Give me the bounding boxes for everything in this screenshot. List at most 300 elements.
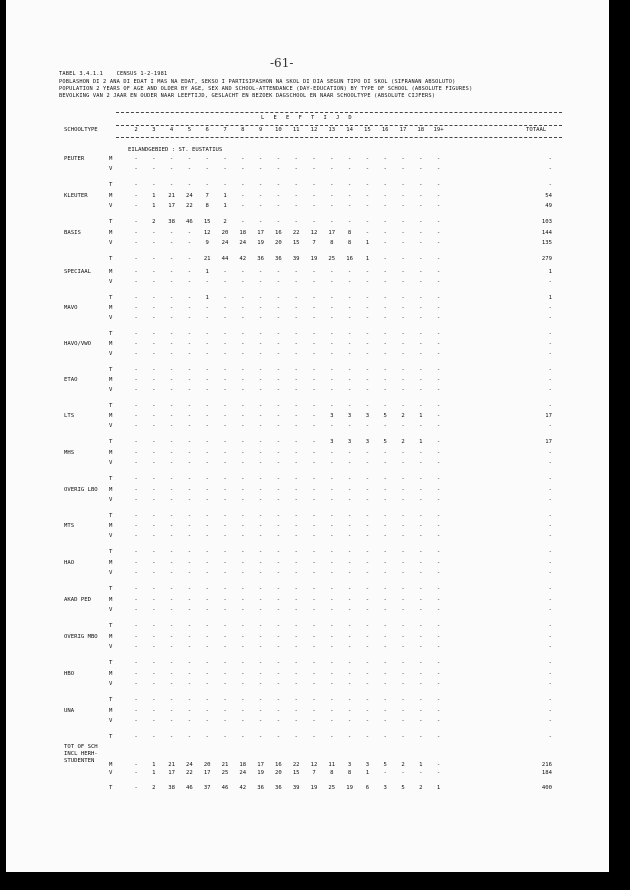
data-cell: 1 — [152, 770, 156, 776]
data-cell: 1 — [205, 269, 209, 275]
empty-cell: - — [436, 606, 441, 613]
empty-cell: - — [134, 770, 138, 776]
empty-cell: - — [152, 623, 156, 629]
sex-label: V — [109, 278, 113, 285]
empty-cell: - — [169, 560, 174, 566]
empty-cell: - — [383, 606, 387, 613]
empty-cell: - — [330, 697, 334, 703]
empty-cell: - — [169, 459, 174, 466]
empty-cell: - — [419, 671, 423, 677]
empty-cell: - — [187, 586, 192, 592]
empty-cell: - — [223, 278, 227, 285]
empty-cell: - — [312, 560, 316, 566]
empty-cell: - — [223, 377, 227, 383]
header-rule-middle — [116, 125, 562, 126]
empty-cell: - — [383, 202, 387, 209]
empty-cell: - — [419, 560, 423, 566]
empty-cell: - — [401, 560, 405, 566]
empty-cell: - — [241, 350, 245, 357]
sex-label: T — [109, 785, 113, 791]
empty-cell: - — [187, 269, 192, 275]
empty-cell: - — [152, 717, 156, 724]
empty-cell: - — [365, 341, 370, 347]
empty-cell: - — [383, 770, 387, 776]
empty-cell: - — [419, 643, 423, 650]
empty-cell: - — [187, 314, 192, 321]
section-label: HAVO/VWO — [64, 341, 91, 347]
empty-cell: - — [223, 331, 227, 337]
empty-cell: - — [294, 269, 298, 275]
empty-cell: - — [134, 269, 138, 275]
data-cell: 1 — [365, 256, 370, 262]
empty-cell: - — [401, 569, 405, 576]
data-cell: 20 — [275, 239, 282, 246]
sex-label: V — [109, 422, 113, 429]
empty-cell: - — [419, 532, 423, 539]
empty-cell: - — [365, 386, 370, 393]
data-cell: 21 — [168, 762, 175, 768]
empty-cell: - — [169, 377, 174, 383]
empty-cell: - — [312, 413, 316, 419]
empty-cell: - — [436, 560, 441, 566]
column-header: 2 — [134, 127, 138, 133]
empty-cell: - — [436, 671, 441, 677]
empty-cell: - — [258, 367, 263, 373]
empty-cell: - — [241, 377, 245, 383]
empty-cell: - — [347, 377, 352, 383]
empty-cell: - — [419, 350, 423, 357]
empty-cell: - — [436, 193, 441, 199]
empty-cell: - — [312, 278, 316, 285]
empty-cell: - — [205, 487, 209, 493]
header-rule-bottom — [116, 137, 562, 138]
empty-cell: - — [187, 377, 192, 383]
empty-cell: - — [347, 193, 352, 199]
empty-cell: - — [241, 660, 245, 666]
empty-cell: - — [241, 606, 245, 613]
row-total-empty: - — [548, 367, 552, 373]
empty-cell: - — [187, 680, 192, 687]
row-total-empty: - — [548, 708, 552, 714]
empty-cell: - — [276, 597, 281, 603]
empty-cell: - — [241, 403, 245, 409]
empty-cell: - — [205, 350, 209, 357]
empty-cell: - — [276, 182, 281, 188]
empty-cell: - — [365, 193, 370, 199]
data-cell: 42 — [239, 785, 247, 791]
empty-cell: - — [241, 182, 245, 188]
empty-cell: - — [383, 634, 387, 640]
empty-cell: - — [436, 762, 441, 768]
empty-cell: - — [294, 532, 298, 539]
empty-cell: - — [312, 623, 316, 629]
empty-cell: - — [223, 560, 227, 566]
empty-cell: - — [365, 549, 370, 555]
empty-cell: - — [169, 305, 174, 311]
empty-cell: - — [205, 680, 209, 687]
empty-cell: - — [134, 487, 138, 493]
empty-cell: - — [312, 403, 316, 409]
empty-cell: - — [134, 450, 138, 456]
empty-cell: - — [205, 569, 209, 576]
data-cell: 3 — [330, 439, 334, 445]
empty-cell: - — [401, 278, 405, 285]
empty-cell: - — [152, 597, 156, 603]
empty-cell: - — [419, 269, 423, 275]
row-total: 17 — [545, 413, 552, 419]
empty-cell: - — [330, 193, 334, 199]
empty-cell: - — [152, 182, 156, 188]
empty-cell: - — [258, 549, 263, 555]
empty-cell: - — [187, 450, 192, 456]
empty-cell: - — [312, 523, 316, 529]
empty-cell: - — [134, 305, 138, 311]
empty-cell: - — [383, 643, 387, 650]
data-cell: 38 — [168, 219, 175, 225]
empty-cell: - — [401, 734, 405, 740]
empty-cell: - — [436, 717, 441, 724]
empty-cell: - — [276, 403, 281, 409]
data-cell: 7 — [312, 239, 316, 246]
data-cell: 20 — [275, 770, 282, 776]
empty-cell: - — [276, 532, 281, 539]
empty-cell: - — [258, 450, 263, 456]
data-cell: 22 — [186, 202, 193, 209]
data-cell: 16 — [275, 230, 282, 236]
empty-cell: - — [401, 422, 405, 429]
empty-cell: - — [294, 513, 298, 519]
empty-cell: - — [419, 597, 423, 603]
empty-cell: - — [347, 597, 352, 603]
empty-cell: - — [276, 606, 281, 613]
empty-cell: - — [258, 165, 263, 172]
empty-cell: - — [276, 165, 281, 172]
empty-cell: - — [294, 476, 298, 482]
empty-cell: - — [347, 532, 352, 539]
empty-cell: - — [330, 165, 334, 172]
empty-cell: - — [436, 331, 441, 337]
empty-cell: - — [169, 532, 174, 539]
empty-cell: - — [436, 487, 441, 493]
empty-cell: - — [169, 367, 174, 373]
empty-cell: - — [169, 278, 174, 285]
empty-cell: - — [330, 513, 334, 519]
empty-cell: - — [258, 422, 263, 429]
data-cell: 3 — [347, 413, 352, 419]
empty-cell: - — [294, 708, 298, 714]
data-cell: 21 — [203, 256, 211, 262]
empty-cell: - — [258, 269, 263, 275]
empty-cell: - — [401, 513, 405, 519]
row-total-empty: - — [548, 331, 552, 337]
empty-cell: - — [383, 496, 387, 503]
empty-cell: - — [401, 450, 405, 456]
empty-cell: - — [134, 671, 138, 677]
empty-cell: - — [169, 476, 174, 482]
empty-cell: - — [169, 697, 174, 703]
data-cell: 22 — [292, 230, 300, 236]
empty-cell: - — [383, 717, 387, 724]
empty-cell: - — [294, 219, 298, 225]
empty-cell: - — [330, 708, 334, 714]
empty-cell: - — [401, 680, 405, 687]
empty-cell: - — [436, 586, 441, 592]
sex-label: V — [109, 680, 113, 687]
row-total: 17 — [545, 439, 552, 445]
data-cell: 15 — [292, 770, 300, 776]
column-header: 18 — [417, 127, 425, 133]
empty-cell: - — [276, 717, 281, 724]
section-label: TOT OF SCH INCL HERH- STUDENTEN — [64, 744, 98, 764]
data-cell: 16 — [346, 256, 353, 262]
empty-cell: - — [276, 671, 281, 677]
empty-cell: - — [134, 717, 138, 724]
empty-cell: - — [401, 523, 405, 529]
row-total-empty: - — [548, 549, 552, 555]
sex-label: V — [109, 202, 113, 209]
empty-cell: - — [241, 476, 245, 482]
empty-cell: - — [241, 671, 245, 677]
empty-cell: - — [347, 403, 352, 409]
empty-cell: - — [365, 697, 370, 703]
data-cell: 1 — [152, 193, 156, 199]
empty-cell: - — [365, 597, 370, 603]
empty-cell: - — [383, 560, 387, 566]
data-cell: 5 — [383, 762, 387, 768]
empty-cell: - — [294, 569, 298, 576]
sex-label: V — [109, 314, 113, 321]
data-cell: 1 — [419, 762, 423, 768]
empty-cell: - — [223, 549, 227, 555]
empty-cell: - — [436, 239, 441, 246]
empty-cell: - — [169, 496, 174, 503]
empty-cell: - — [401, 156, 405, 162]
empty-cell: - — [401, 193, 405, 199]
empty-cell: - — [330, 487, 334, 493]
sex-label: T — [109, 476, 113, 482]
empty-cell: - — [241, 413, 245, 419]
empty-cell: - — [276, 367, 281, 373]
empty-cell: - — [205, 367, 209, 373]
empty-cell: - — [330, 496, 334, 503]
data-cell: 1 — [419, 439, 423, 445]
empty-cell: - — [223, 341, 227, 347]
empty-cell: - — [205, 413, 209, 419]
empty-cell: - — [258, 734, 263, 740]
empty-cell: - — [205, 606, 209, 613]
empty-cell: - — [383, 403, 387, 409]
row-total-empty: - — [548, 450, 552, 456]
empty-cell: - — [187, 476, 192, 482]
empty-cell: - — [383, 586, 387, 592]
column-header: 9 — [258, 127, 263, 133]
empty-cell: - — [330, 523, 334, 529]
empty-cell: - — [276, 586, 281, 592]
empty-cell: - — [205, 513, 209, 519]
empty-cell: - — [436, 439, 441, 445]
empty-cell: - — [294, 560, 298, 566]
empty-cell: - — [330, 623, 334, 629]
empty-cell: - — [294, 422, 298, 429]
row-total-empty: - — [548, 182, 552, 188]
empty-cell: - — [134, 785, 138, 791]
document-page — [6, 0, 609, 872]
empty-cell: - — [401, 182, 405, 188]
empty-cell: - — [187, 295, 192, 301]
data-cell: 20 — [203, 762, 211, 768]
empty-cell: - — [276, 487, 281, 493]
empty-cell: - — [187, 643, 192, 650]
row-total-empty: - — [548, 459, 552, 466]
sex-label: M — [109, 413, 113, 419]
empty-cell: - — [401, 305, 405, 311]
empty-cell: - — [365, 523, 370, 529]
empty-cell: - — [383, 182, 387, 188]
empty-cell: - — [383, 597, 387, 603]
data-cell: 7 — [312, 770, 316, 776]
empty-cell: - — [419, 459, 423, 466]
empty-cell: - — [419, 193, 423, 199]
empty-cell: - — [258, 331, 263, 337]
empty-cell: - — [134, 623, 138, 629]
sex-label: T — [109, 219, 113, 225]
empty-cell: - — [419, 734, 423, 740]
empty-cell: - — [134, 606, 138, 613]
row-total-empty: - — [548, 513, 552, 519]
empty-cell: - — [187, 634, 192, 640]
empty-cell: - — [205, 560, 209, 566]
empty-cell: - — [241, 367, 245, 373]
empty-cell: - — [365, 314, 370, 321]
empty-cell: - — [241, 341, 245, 347]
row-total-empty: - — [548, 386, 552, 393]
empty-cell: - — [276, 202, 281, 209]
empty-cell: - — [330, 532, 334, 539]
empty-cell: - — [383, 193, 387, 199]
empty-cell: - — [419, 305, 423, 311]
empty-cell: - — [276, 278, 281, 285]
column-header: 16 — [381, 127, 389, 133]
empty-cell: - — [258, 182, 263, 188]
empty-cell: - — [330, 634, 334, 640]
empty-cell: - — [223, 450, 227, 456]
sex-label: V — [109, 606, 113, 613]
empty-cell: - — [223, 269, 227, 275]
data-cell: 38 — [168, 785, 175, 791]
empty-cell: - — [241, 422, 245, 429]
empty-cell: - — [436, 643, 441, 650]
empty-cell: - — [312, 367, 316, 373]
empty-cell: - — [347, 634, 352, 640]
data-cell: 21 — [221, 762, 229, 768]
empty-cell: - — [419, 156, 423, 162]
empty-cell: - — [134, 549, 138, 555]
empty-cell: - — [419, 549, 423, 555]
empty-cell: - — [205, 523, 209, 529]
empty-cell: - — [169, 350, 174, 357]
empty-cell: - — [347, 560, 352, 566]
empty-cell: - — [347, 386, 352, 393]
empty-cell: - — [330, 305, 334, 311]
empty-cell: - — [258, 156, 263, 162]
empty-cell: - — [169, 643, 174, 650]
sex-label: T — [109, 403, 113, 409]
row-total-empty: - — [548, 165, 552, 172]
data-cell: 1 — [205, 295, 209, 301]
empty-cell: - — [223, 439, 227, 445]
empty-cell: - — [223, 386, 227, 393]
data-cell: 7 — [205, 193, 209, 199]
empty-cell: - — [223, 523, 227, 529]
empty-cell: - — [223, 413, 227, 419]
empty-cell: - — [383, 734, 387, 740]
empty-cell: - — [241, 269, 245, 275]
empty-cell: - — [187, 256, 192, 262]
empty-cell: - — [258, 403, 263, 409]
data-cell: 2 — [419, 785, 423, 791]
empty-cell: - — [205, 377, 209, 383]
row-total-empty: - — [548, 606, 552, 613]
empty-cell: - — [152, 634, 156, 640]
section-label: HAO — [64, 560, 75, 566]
empty-cell: - — [134, 165, 138, 172]
sex-label: T — [109, 586, 113, 592]
empty-cell: - — [383, 230, 387, 236]
empty-cell: - — [419, 586, 423, 592]
empty-cell: - — [258, 671, 263, 677]
empty-cell: - — [258, 305, 263, 311]
data-cell: 17 — [168, 770, 175, 776]
empty-cell: - — [169, 295, 174, 301]
empty-cell: - — [419, 386, 423, 393]
row-total-empty: - — [548, 156, 552, 162]
data-cell: 12 — [310, 230, 318, 236]
sex-label: V — [109, 459, 113, 466]
empty-cell: - — [241, 450, 245, 456]
title-papiamentu: POBLASHON DI 2 ANA DI EDAT I MAS NA EDAT, SEKSO I PARTISIPASHON NA SKOL DI DIA SEGUN TIPO DI SKOL (SIFRANAN ABSOLUTO) — [59, 79, 456, 85]
data-cell: 16 — [275, 762, 282, 768]
empty-cell: - — [187, 350, 192, 357]
empty-cell: - — [347, 717, 352, 724]
empty-cell: - — [436, 182, 441, 188]
empty-cell: - — [294, 634, 298, 640]
empty-cell: - — [187, 165, 192, 172]
sex-label: M — [109, 341, 113, 347]
data-cell: 25 — [221, 770, 229, 776]
data-cell: 2 — [223, 219, 227, 225]
empty-cell: - — [241, 165, 245, 172]
empty-cell: - — [383, 680, 387, 687]
empty-cell: - — [347, 734, 352, 740]
empty-cell: - — [383, 367, 387, 373]
empty-cell: - — [223, 671, 227, 677]
title-english: POPULATION 2 YEARS OF AGE AND OLDER BY AGE, SEX AND SCHOOL-ATTENDANCE (DAY-EDUCATION) BY TYPE OF SCHOOL (ABSOLUTE FIGURES) — [59, 86, 473, 92]
empty-cell: - — [152, 459, 156, 466]
section-label: ETAO — [64, 377, 78, 383]
empty-cell: - — [205, 597, 209, 603]
data-cell: 5 — [383, 439, 387, 445]
empty-cell: - — [241, 643, 245, 650]
empty-cell: - — [152, 569, 156, 576]
sex-label: T — [109, 295, 113, 301]
empty-cell: - — [152, 660, 156, 666]
empty-cell: - — [152, 403, 156, 409]
empty-cell: - — [330, 331, 334, 337]
empty-cell: - — [330, 671, 334, 677]
empty-cell: - — [401, 377, 405, 383]
row-total-empty: - — [548, 680, 552, 687]
empty-cell: - — [258, 660, 263, 666]
